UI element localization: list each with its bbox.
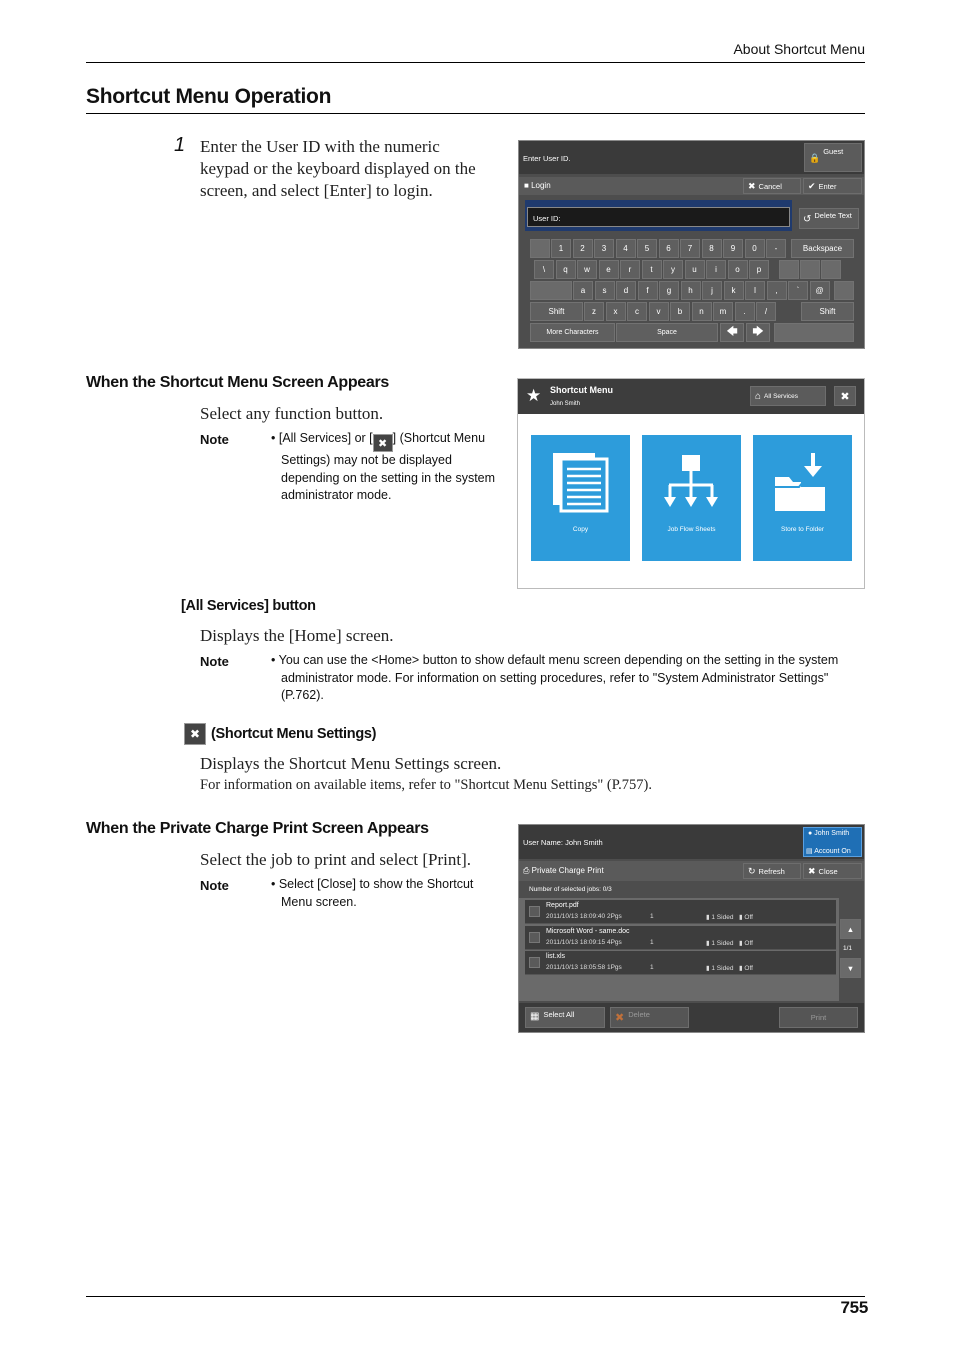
- shift-key-right[interactable]: Shift: [801, 302, 854, 321]
- guest-button[interactable]: [804, 143, 862, 172]
- login-title: [524, 181, 551, 190]
- note-line: administrator mode. For information on setting procedures, refer to "System Administrator Settings": [281, 670, 829, 685]
- check-icon: ✔: [808, 180, 816, 191]
- key-blank[interactable]: [530, 281, 572, 300]
- note-label: Note: [200, 878, 229, 893]
- user-id-label: User ID:: [533, 214, 561, 223]
- all-services-note: [271, 652, 871, 705]
- key[interactable]: k: [724, 281, 744, 300]
- close-icon: ✖: [808, 865, 816, 876]
- job-staple: ▮ Off: [739, 939, 753, 947]
- job-sided: ▮ 1 Sided: [706, 939, 734, 947]
- shortcut-settings-body2: For information on available items, refer to "Shortcut Menu Settings" (P.757).: [200, 777, 652, 793]
- all-services-body: Displays the [Home] screen.: [200, 626, 394, 645]
- guest-label: Guest: [823, 147, 844, 156]
- user-button[interactable]: [803, 827, 862, 857]
- key[interactable]: -: [766, 239, 786, 258]
- select-all-icon: ▦: [530, 1011, 540, 1022]
- job-copies: 1: [650, 913, 654, 920]
- job-flow-icon: [642, 435, 741, 525]
- key[interactable]: f: [638, 281, 658, 300]
- key[interactable]: /: [756, 302, 776, 321]
- copy-tile[interactable]: [531, 435, 630, 561]
- delete-text-label: Delete Text: [814, 211, 852, 220]
- step-number: 1: [174, 134, 186, 156]
- person-icon: ●: [808, 830, 813, 837]
- login-title-bar: [519, 177, 864, 195]
- close-icon: ✖: [748, 180, 756, 191]
- key[interactable]: b: [670, 302, 690, 321]
- key[interactable]: x: [606, 302, 626, 321]
- key[interactable]: a: [573, 281, 593, 300]
- key[interactable]: z: [584, 302, 604, 321]
- job-sided: ▮ 1 Sided: [706, 914, 734, 921]
- arrow-left-icon: 🡄: [726, 326, 738, 338]
- all-services-label: All Services: [764, 392, 799, 400]
- checkbox[interactable]: [529, 906, 540, 917]
- key[interactable]: 4: [616, 239, 636, 258]
- step1-line: keypad or the keyboard displayed on the: [200, 159, 476, 178]
- bottom-bar: [519, 1003, 864, 1032]
- shortcut-body: Select any function button.: [200, 404, 384, 423]
- lock-icon: 🔒: [809, 153, 821, 163]
- job-date: 2011/10/13 18:09:15 4Pgs: [546, 938, 622, 946]
- print-button[interactable]: Print: [779, 1007, 858, 1028]
- step1-line: Enter the User ID with the numeric: [200, 137, 440, 156]
- key[interactable]: p: [749, 260, 769, 279]
- key[interactable]: ,: [767, 281, 787, 300]
- undo-icon: ↺: [803, 214, 812, 225]
- key-blank[interactable]: [800, 260, 820, 279]
- user-button-name: [808, 830, 849, 837]
- job-flow-label: Job Flow Sheets: [667, 526, 716, 533]
- settings-icon: ✖: [184, 723, 206, 745]
- key[interactable]: c: [627, 302, 647, 321]
- user-icon: ■: [524, 181, 529, 190]
- star-icon: ★: [526, 386, 542, 405]
- checkbox[interactable]: [529, 957, 540, 968]
- user-id-panel: [525, 200, 792, 231]
- key[interactable]: t: [642, 260, 662, 279]
- cancel-label: Cancel: [758, 181, 782, 191]
- shortcut-user: John Smith: [550, 401, 581, 407]
- table-row[interactable]: [525, 926, 836, 950]
- key[interactable]: 9: [723, 239, 743, 258]
- close-label: Close: [818, 866, 838, 876]
- enter-button[interactable]: [803, 178, 862, 194]
- select-all-label: Select All: [543, 1010, 575, 1019]
- section-title: Shortcut Menu Operation: [86, 85, 332, 108]
- private-print-screen: [518, 824, 865, 1033]
- key[interactable]: m: [713, 302, 733, 321]
- arrow-right-icon: 🡆: [752, 326, 764, 338]
- step1-text: [200, 136, 476, 202]
- shortcut-title: Shortcut Menu: [550, 385, 613, 395]
- key[interactable]: .: [735, 302, 755, 321]
- settings-icon: ✖: [840, 390, 850, 403]
- refresh-button[interactable]: [743, 863, 801, 879]
- note-line: • Select [Close] to show the Shortcut: [271, 877, 474, 891]
- table-row[interactable]: [525, 951, 836, 975]
- cancel-button[interactable]: [743, 178, 801, 194]
- key[interactable]: 7: [680, 239, 700, 258]
- user-btn-label: John Smith: [814, 830, 850, 837]
- note-text-part: ] (Shortcut Menu: [392, 431, 486, 445]
- shift-key-left[interactable]: Shift: [530, 302, 583, 321]
- key[interactable]: n: [692, 302, 712, 321]
- key-blank[interactable]: [834, 281, 854, 300]
- key[interactable]: v: [649, 302, 669, 321]
- job-name: Microsoft Word - same.doc: [546, 927, 630, 935]
- key-blank[interactable]: [530, 239, 550, 258]
- refresh-label: Refresh: [758, 866, 785, 876]
- key[interactable]: y: [663, 260, 683, 279]
- job-name: Report.pdf: [546, 902, 579, 909]
- key[interactable]: 2: [573, 239, 593, 258]
- page-number: 755: [840, 1298, 868, 1317]
- page-indicator: 1/1: [843, 945, 853, 952]
- key[interactable]: o: [728, 260, 748, 279]
- delete-label: Delete: [628, 1010, 650, 1019]
- shortcut-settings-heading: (Shortcut Menu Settings): [211, 726, 377, 742]
- key[interactable]: g: [659, 281, 679, 300]
- all-services-heading: [All Services] button: [181, 598, 316, 614]
- store-folder-tile[interactable]: [753, 435, 852, 561]
- job-staple: ▮ Off: [739, 914, 753, 921]
- user-name-text: User Name: John Smith: [523, 838, 603, 847]
- table-row[interactable]: [525, 900, 836, 924]
- shortcut-note: [271, 430, 511, 505]
- private-body: Select the job to print and select [Print].: [200, 850, 471, 869]
- private-title: [523, 866, 604, 876]
- key[interactable]: w: [577, 260, 597, 279]
- folder-icon: [753, 435, 852, 525]
- copy-label: Copy: [572, 526, 589, 533]
- note-line: • You can use the <Home> button to show default menu screen depending on the setting in the system: [271, 653, 839, 667]
- footer-rule: [86, 1296, 865, 1297]
- job-name: list.xls: [546, 953, 566, 960]
- private-note: [271, 876, 511, 911]
- select-all-button[interactable]: [525, 1007, 605, 1028]
- job-date: 2011/10/13 18:05:58 1Pgs: [546, 964, 622, 971]
- shortcut-settings-body: Displays the Shortcut Menu Settings screen.: [200, 754, 502, 773]
- job-flow-tile[interactable]: [642, 435, 741, 561]
- space-key[interactable]: Space: [616, 323, 718, 342]
- shortcut-screen: [517, 378, 865, 589]
- card-icon: ▤: [806, 848, 813, 855]
- key-blank[interactable]: [779, 260, 799, 279]
- key[interactable]: e: [599, 260, 619, 279]
- copy-icon: [531, 435, 630, 525]
- note-label: Note: [200, 432, 229, 447]
- key[interactable]: h: [681, 281, 701, 300]
- arrow-right-key[interactable]: [746, 323, 770, 342]
- prompt-bar: [519, 141, 864, 174]
- private-heading: When the Private Charge Print Screen Appears: [86, 820, 429, 837]
- job-copies: 1: [650, 938, 654, 946]
- user-bar: [519, 825, 864, 859]
- all-services-button[interactable]: [750, 386, 826, 406]
- shortcut-settings-button[interactable]: [834, 386, 856, 406]
- key[interactable]: q: [556, 260, 576, 279]
- key[interactable]: j: [702, 281, 722, 300]
- key-blank[interactable]: [821, 260, 841, 279]
- job-date: 2011/10/13 18:09:40 2Pgs: [546, 913, 622, 920]
- delete-icon: ✖: [615, 1012, 625, 1024]
- checkbox[interactable]: [529, 932, 540, 943]
- note-line: depending on the setting in the system: [281, 470, 496, 485]
- close-button[interactable]: [803, 863, 862, 879]
- user-id-field[interactable]: [527, 207, 790, 227]
- key[interactable]: u: [685, 260, 705, 279]
- header-rule: [86, 62, 865, 63]
- step1-line: screen, and select [Enter] to login.: [200, 181, 433, 200]
- printer-icon: ⎙: [523, 866, 530, 875]
- key[interactable]: 3: [594, 239, 614, 258]
- shortcut-title-bar: [518, 379, 864, 414]
- delete-text-button[interactable]: [799, 208, 859, 229]
- note-line: [271, 430, 511, 452]
- note-line: Settings) may not be displayed: [281, 453, 452, 467]
- key[interactable]: 0: [745, 239, 765, 258]
- key[interactable]: d: [616, 281, 636, 300]
- private-title-text: Private Charge Print: [531, 866, 604, 875]
- key[interactable]: l: [745, 281, 765, 300]
- account-on: [806, 847, 851, 855]
- keyboard: [519, 237, 864, 347]
- job-sided: ▮ 1 Sided: [706, 965, 734, 972]
- key[interactable]: @: [810, 281, 830, 300]
- job-staple: ▮ Off: [739, 965, 753, 972]
- running-header: About Shortcut Menu: [733, 41, 865, 57]
- chevron-up-icon: ▲: [846, 924, 855, 934]
- note-line: Menu screen.: [281, 894, 357, 909]
- note-line: administrator mode.: [281, 488, 392, 502]
- arrow-left-key[interactable]: [720, 323, 744, 342]
- prompt-text: Enter User ID.: [523, 154, 571, 163]
- key[interactable]: 6: [659, 239, 679, 258]
- job-list: [519, 898, 839, 1001]
- key[interactable]: s: [595, 281, 615, 300]
- scroll-down-button[interactable]: [840, 958, 861, 978]
- account-on-label: Account On: [814, 848, 851, 855]
- scroll-up-button[interactable]: [840, 919, 861, 939]
- settings-icon: ✖: [373, 434, 393, 452]
- delete-button[interactable]: [610, 1007, 689, 1028]
- key[interactable]: 1: [551, 239, 571, 258]
- home-icon: ⌂: [755, 390, 762, 402]
- refresh-icon: ↻: [748, 865, 756, 876]
- backspace-key[interactable]: Backspace: [791, 239, 854, 258]
- more-characters-key[interactable]: More Characters: [530, 323, 615, 342]
- private-title-bar: [519, 861, 864, 881]
- note-label: Note: [200, 654, 229, 669]
- login-title-text: Login: [531, 181, 551, 190]
- job-copies: 1: [650, 964, 654, 971]
- enter-label: Enter: [818, 181, 837, 191]
- note-text-part: • [All Services] or [: [271, 431, 373, 445]
- key[interactable]: r: [620, 260, 640, 279]
- key[interactable]: `: [788, 281, 808, 300]
- key[interactable]: 5: [637, 239, 657, 258]
- key[interactable]: \: [534, 260, 554, 279]
- key[interactable]: 8: [702, 239, 722, 258]
- shortcut-heading: When the Shortcut Menu Screen Appears: [86, 374, 390, 391]
- key-blank[interactable]: [774, 323, 854, 342]
- store-folder-label: Store to Folder: [781, 526, 824, 533]
- note-line: (P.762).: [281, 688, 324, 702]
- section-rule: [86, 113, 865, 114]
- login-screen: [518, 140, 865, 349]
- chevron-down-icon: ▼: [846, 963, 855, 973]
- selected-jobs: Number of selected jobs: 0/3: [529, 886, 612, 893]
- key[interactable]: i: [706, 260, 726, 279]
